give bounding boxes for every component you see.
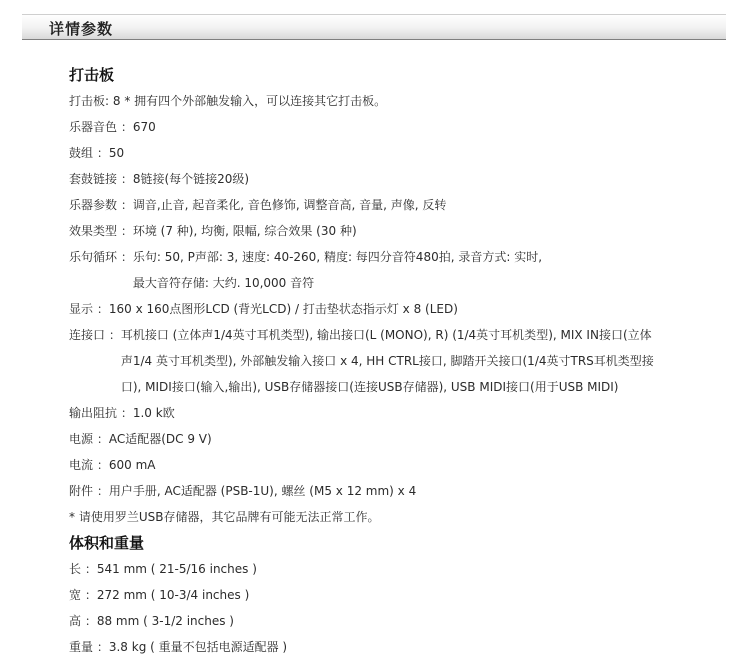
spec-separator: ：: [120, 224, 133, 238]
spec-row: [69, 478, 729, 504]
spec-separator: ：: [120, 172, 133, 186]
spec-label: 连接口: [69, 328, 109, 342]
spec-value: 3.8 kg ( 重量不包括电源适配器 ): [108, 640, 288, 654]
spec-separator: ：: [84, 588, 97, 602]
section-header-title: 详情参数: [49, 20, 114, 38]
spec-separator: ：: [96, 432, 109, 446]
spec-separator: ：: [96, 146, 109, 160]
spec-row: [69, 556, 729, 582]
spec-value: AC适配器(DC 9 V): [108, 432, 212, 446]
spec-label: 电流: [69, 458, 97, 472]
spec-value: 8链接(每个链接20级): [132, 172, 250, 186]
spec-row: [69, 166, 729, 192]
spec-label: 重量: [69, 640, 97, 654]
spec-separator: ：: [120, 250, 133, 264]
spec-label: 附件: [69, 484, 97, 498]
spec-value: 调音,止音, 起音柔化, 音色修饰, 调整音高, 音量, 声像, 反转: [132, 198, 447, 212]
spec-row: [69, 140, 729, 166]
spec-row: [69, 296, 729, 322]
spec-value: 88 mm ( 3-1/2 inches ): [96, 614, 234, 628]
storage-note: * 请使用罗兰USB存储器，其它品牌有可能无法正常工作。: [69, 510, 380, 524]
spec-label: 效果类型: [69, 224, 121, 238]
size-section-title: 体积和重量: [69, 534, 145, 552]
spec-row: [69, 452, 729, 478]
spec-label: 显示: [69, 302, 97, 316]
spec-separator: ：: [120, 406, 133, 420]
spec-value-line: 声1/4 英寸耳机类型), 外部触发输入接口 x 4, HH CTRL接口, 脚踏开关接口(1/4英寸TRS耳机类型接: [120, 354, 654, 368]
spec-row: [69, 322, 729, 348]
spec-separator: ：: [120, 198, 133, 212]
spec-row: [69, 426, 729, 452]
spec-label: 乐句循环: [69, 250, 121, 264]
spec-value: 50: [108, 146, 125, 160]
spec-row: [69, 218, 729, 244]
spec-separator: ：: [96, 640, 109, 654]
spec-label: 电源: [69, 432, 97, 446]
spec-row: [69, 114, 729, 140]
spec-row: [69, 608, 729, 634]
spec-separator: ：: [84, 562, 97, 576]
spec-label: 输出阻抗: [69, 406, 121, 420]
spec-separator: ：: [96, 302, 109, 316]
spec-value-continued: [69, 348, 729, 374]
spec-value: 670: [132, 120, 156, 134]
spec-label: 高: [69, 614, 85, 628]
spec-separator: :: [105, 94, 113, 108]
spec-row: [69, 582, 729, 608]
spec-value: 环境 (7 种), 均衡, 限幅, 综合效果 (30 种): [132, 224, 357, 238]
spec-value: 600 mA: [108, 458, 156, 472]
spec-value: 用户手册, AC适配器 (PSB-1U), 螺丝 (M5 x 12 mm) x 4: [108, 484, 417, 498]
spec-value-continued: [69, 374, 729, 400]
spec-separator: ：: [96, 458, 109, 472]
spec-separator: ：: [96, 484, 109, 498]
pad-spec-list: [69, 88, 729, 504]
spec-row: [69, 244, 729, 270]
spec-row: [69, 192, 729, 218]
spec-label: 宽: [69, 588, 85, 602]
section-header-bar: [22, 14, 726, 40]
spec-separator: ：: [120, 120, 133, 134]
spec-value: 8 * 拥有四个外部触发输入，可以连接其它打击板。: [112, 94, 387, 108]
spec-label: 鼓组: [69, 146, 97, 160]
spec-separator: ：: [108, 328, 121, 342]
spec-value-continued: [69, 270, 729, 296]
spec-row: [69, 88, 729, 114]
spec-value: 耳机接口 (立体声1/4英寸耳机类型), 输出接口(L (MONO), R) (1/4英寸耳机类型), MIX IN接口(立体: [120, 328, 652, 342]
spec-label: 乐器音色: [69, 120, 121, 134]
spec-row: [69, 634, 729, 660]
spec-separator: ：: [84, 614, 97, 628]
pad-section-title: 打击板: [69, 66, 115, 84]
spec-row: [69, 400, 729, 426]
spec-content: [69, 62, 729, 660]
spec-value: 541 mm ( 21-5/16 inches ): [96, 562, 257, 576]
size-spec-list: [69, 556, 729, 660]
spec-value: 1.0 k欧: [132, 406, 175, 420]
spec-label: 套鼓链接: [69, 172, 121, 186]
spec-value: 272 mm ( 10-3/4 inches ): [96, 588, 250, 602]
spec-label: 长: [69, 562, 85, 576]
spec-value: 160 x 160点图形LCD (背光LCD) / 打击垫状态指示灯 x 8 (LED): [108, 302, 458, 316]
spec-label: 乐器参数: [69, 198, 121, 212]
spec-value-line: 最大音符存储: 大约. 10,000 音符: [132, 276, 315, 290]
spec-label: 打击板: [69, 94, 106, 108]
spec-value-line: 口), MIDI接口(输入,输出), USB存储器接口(连接USB存储器), USB MIDI接口(用于USB MIDI): [120, 380, 619, 394]
spec-value: 乐句: 50, P声部: 3, 速度: 40-260, 精度: 每四分音符480拍, 录音方式: 实时,: [132, 250, 543, 264]
